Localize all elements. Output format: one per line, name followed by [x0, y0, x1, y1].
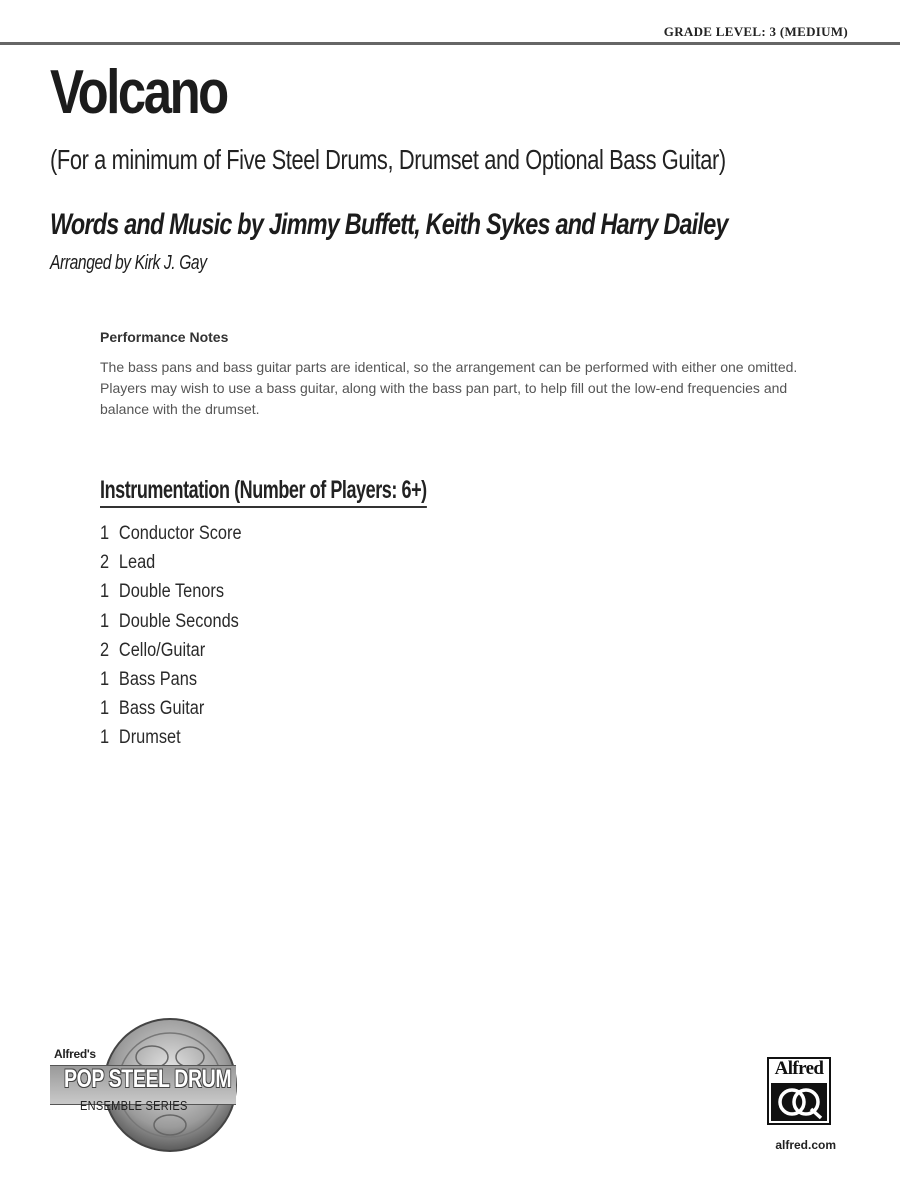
list-item [100, 723, 242, 752]
performance-notes-heading: Performance Notes [100, 329, 229, 345]
list-item [100, 577, 242, 606]
performance-notes-body: The bass pans and bass guitar parts are identical, so the arrangement can be performed with either one omitted. Players may wish to use a bass guitar, along with the bass pan part, to help fill out the low-end frequencies and balance with the drumset. [100, 359, 798, 417]
item-name: Double Tenors [118, 581, 225, 603]
item-quantity: 2 [100, 552, 110, 574]
header-rule [0, 42, 900, 45]
item-quantity: 2 [100, 639, 110, 661]
arranger: Arranged by Kirk J. Gay [50, 252, 207, 274]
item-name: Drumset [118, 727, 181, 749]
series-main-text: POP STEEL DRUM [64, 1065, 232, 1093]
list-item [100, 636, 242, 665]
item-quantity: 1 [100, 581, 110, 603]
list-item [100, 548, 242, 577]
subtitle: (For a minimum of Five Steel Drums, Drumset and Optional Bass Guitar) [50, 144, 726, 175]
list-item [100, 694, 242, 723]
item-name: Double Seconds [118, 610, 239, 632]
grade-level: GRADE LEVEL: 3 (MEDIUM) [663, 24, 848, 39]
series-small-text: Alfred's [54, 1047, 96, 1061]
instrumentation-heading: Instrumentation (Number of Players: 6+) [100, 476, 427, 508]
instrumentation-list [100, 519, 265, 753]
alfred-logo-text: Alfred [774, 1058, 824, 1079]
item-quantity: 1 [100, 610, 110, 632]
list-item [100, 665, 242, 694]
item-name: Bass Pans [118, 668, 198, 690]
page-title: Volcano [50, 58, 227, 127]
series-sub-text: ENSEMBLE SERIES [80, 1098, 188, 1113]
item-name: Conductor Score [118, 523, 242, 544]
list-item [100, 519, 242, 548]
list-item [100, 607, 242, 636]
item-quantity: 1 [100, 698, 110, 720]
series-logo [40, 1015, 250, 1157]
item-quantity: 1 [100, 523, 110, 544]
item-quantity: 1 [100, 727, 110, 749]
item-name: Cello/Guitar [118, 639, 206, 661]
item-name: Lead [118, 552, 156, 574]
item-quantity: 1 [100, 668, 110, 690]
credits: Words and Music by Jimmy Buffett, Keith Sykes and Harry Dailey [50, 208, 728, 241]
publisher-url: alfred.com [775, 1138, 836, 1152]
item-name: Bass Guitar [118, 698, 205, 720]
